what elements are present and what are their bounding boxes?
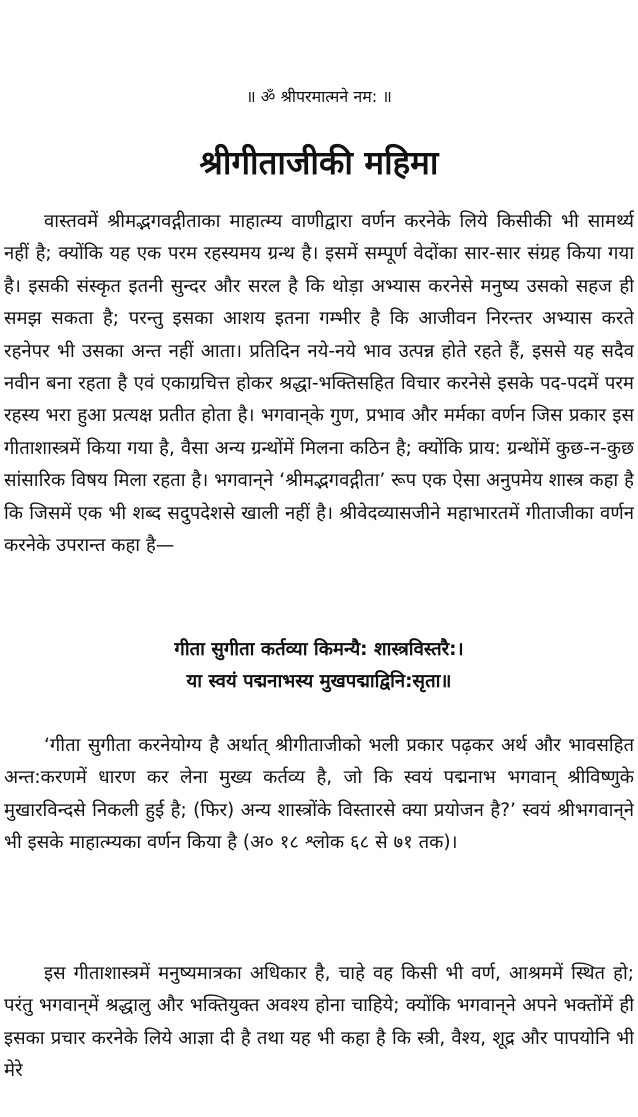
verse-line-1: गीता सुगीता कर्तव्या किमन्यै: शास्त्रविस्तरै:।	[174, 639, 464, 660]
paragraph-3: इस गीताशास्त्रमें मनुष्यमात्रका अधिकार है, चाहे वह किसी भी वर्ण, आश्रममें स्थित हो; परंतु भगवान्‌में श्रद्धालु और भक्तियुक्त अवश्य होना चाहिये; क्योंकि भगवान्‌ने अपने भक्तोंमें ही इसका प्रचार करनेके लिये आज्ञा दी है तथा यह भी कहा है कि स्त्री, वैश्य, शूद्र और पापयोनि भी मेरे	[4, 963, 634, 1082]
verse-line-2: या स्वयं पद्मनाभस्य मुखपद्माद्विनि:सृता॥	[186, 671, 452, 693]
verse-block	[4, 634, 634, 699]
document-page	[4, 0, 634, 1117]
page-title: श्रीगीताजीकी महिमा	[199, 143, 439, 182]
invocation-heading: ॥ ॐ श्रीपरमात्मने नम: ॥	[246, 87, 392, 106]
paragraph-2: ‘गीता सुगीता करनेयोग्य है अर्थात् श्रीगीताजीको भली प्रकार पढ़कर अर्थ और भावसहित अन्त:करणमें धारण कर लेना मुख्य कर्तव्य है, जो कि स्वयं पद्मनाभ भगवान् श्रीविष्णुके मुखारविन्दसे निकली हुई है; (फिर) अन्य शास्त्रोंके विस्तारसे क्या प्रयोजन है?’ स्वयं श्रीभगवान्‌ने भी इसके माहात्म्यका वर्णन किया है (अ० १८ श्लोक ६८ से ७१ तक)।	[4, 735, 634, 854]
paragraph-1: वास्तवमें श्रीमद्भगवद्गीताका माहात्म्य वाणीद्वारा वर्णन करनेके लिये किसीकी भी सामर्थ्य नहीं है; क्योंकि यह एक परम रहस्यमय ग्रन्थ है। इसमें सम्पूर्ण वेदोंका सार-सार संग्रह किया गया है। इसकी संस्कृत इतनी सुन्दर और सरल है कि थोड़ा अभ्यास करनेसे मनुष्य उसको सहज ही समझ सकता है; परन्तु इसका आशय इतना गम्भीर है कि आजीवन निरन्तर अभ्यास करते रहनेपर भी उसका अन्त नहीं आता। प्रतिदिन नये-नये भाव उत्पन्न होते रहते हैं, इससे यह सदैव नवीन बना रहता है एवं एकाग्रचित्त होकर श्रद्धा-भक्तिसहित विचार करनेसे इसके पद-पदमें परम रहस्य भरा हुआ प्रत्यक्ष प्रतीत होता है। भगवान्‌के गुण, प्रभाव और मर्मका वर्णन जिस प्रकार इस गीताशास्त्रमें किया गया है, वैसा अन्य ग्रन्थोंमें मिलना कठिन है; क्योंकि प्राय: ग्रन्थोंमें कुछ-न-कुछ सांसारिक विषय मिला रहता है। भगवान्‌ने ‘श्रीमद्भगवद्गीता’ रूप एक ऐसा अनुपमेय शास्त्र कहा है कि जिसमें एक भी शब्द सदुपदेशसे खाली नहीं है। श्रीवेदव्यासजीने महाभारतमें गीताजीका वर्णन करनेके उपरान्त कहा है—	[4, 211, 634, 557]
